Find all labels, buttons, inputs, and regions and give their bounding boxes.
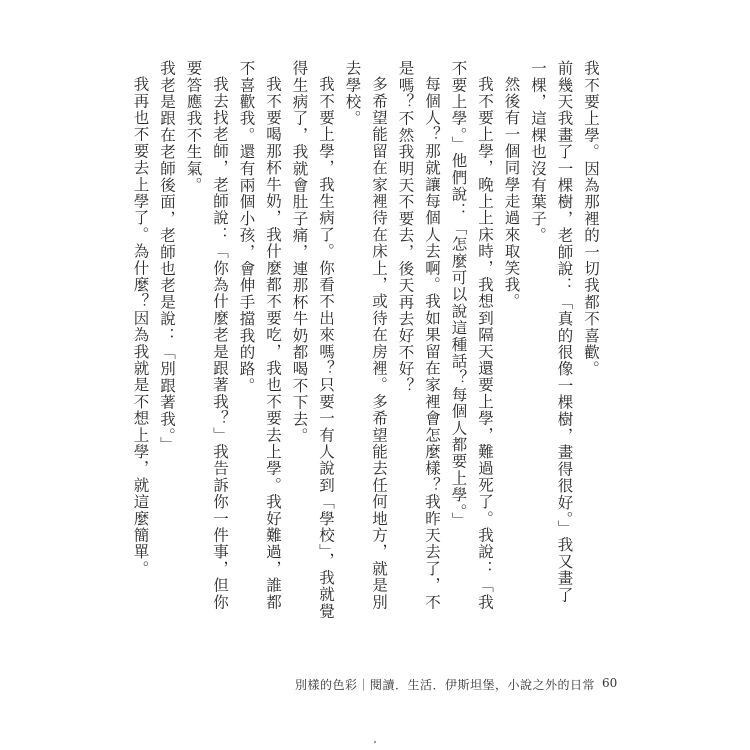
- paragraph: 我不要上學，我生病了。你看不出來嗎？只要一有人說到「學校」，我就覺得生病了，我就會肚子痛，連那杯牛奶都喝不下去。: [290, 60, 335, 619]
- bottom-dot-mark: [374, 741, 376, 743]
- paragraph: 前幾天我畫了一棵樹，老師說：「真的很像一棵樹，畫得很好。」我又畫了一棵，這棵也沒有葉子。: [529, 60, 574, 604]
- paragraph: 我不要喝那杯牛奶，我什麼都不要吃，我也不要去上學。我好難過，誰都不喜歡我。還有兩個小孩，會伸手擋我的路。: [237, 60, 282, 610]
- page-footer: [0, 676, 750, 696]
- body-text: [131, 60, 604, 620]
- running-head: 別樣的色彩｜閱讀．生活．伊斯坦堡，小說之外的日常: [294, 678, 595, 692]
- paragraph: 我老是跟在老師後面，老師也老是說：「別跟著我。」: [158, 60, 176, 454]
- paragraph: 我不要上學。因為那裡的一切我都不喜歡。: [582, 60, 600, 378]
- page-number: 60: [602, 676, 618, 690]
- paragraph: 每個人？那就讓每個人去啊。我如果留在家裡會怎麼樣？我昨天去了，不是嗎？不然我明天不要去，後天再去好不好？: [396, 60, 441, 610]
- paragraph: 我不要上學，晚上上床時，我想到隔天還要上學，難過死了。我說：「我不要上學。」他們說：「怎麼可以說這種話？每個人都要上學。」: [449, 60, 494, 610]
- paragraph: 多希望能留在家裡待在床上，或待在房裡。多希望能去任何地方，就是別去學校。: [343, 60, 388, 610]
- paragraph: 然後有一個同學走過來取笑我。: [502, 75, 521, 310]
- paragraph: 我去找老師，老師說：「你為什麼老是跟著我？」我告訴你一件事，但你要答應我不生氣。: [184, 60, 229, 610]
- paragraph: 我再也不要去上學了。為什麼？因為我就是不想上學，就這麼簡單。: [131, 75, 150, 577]
